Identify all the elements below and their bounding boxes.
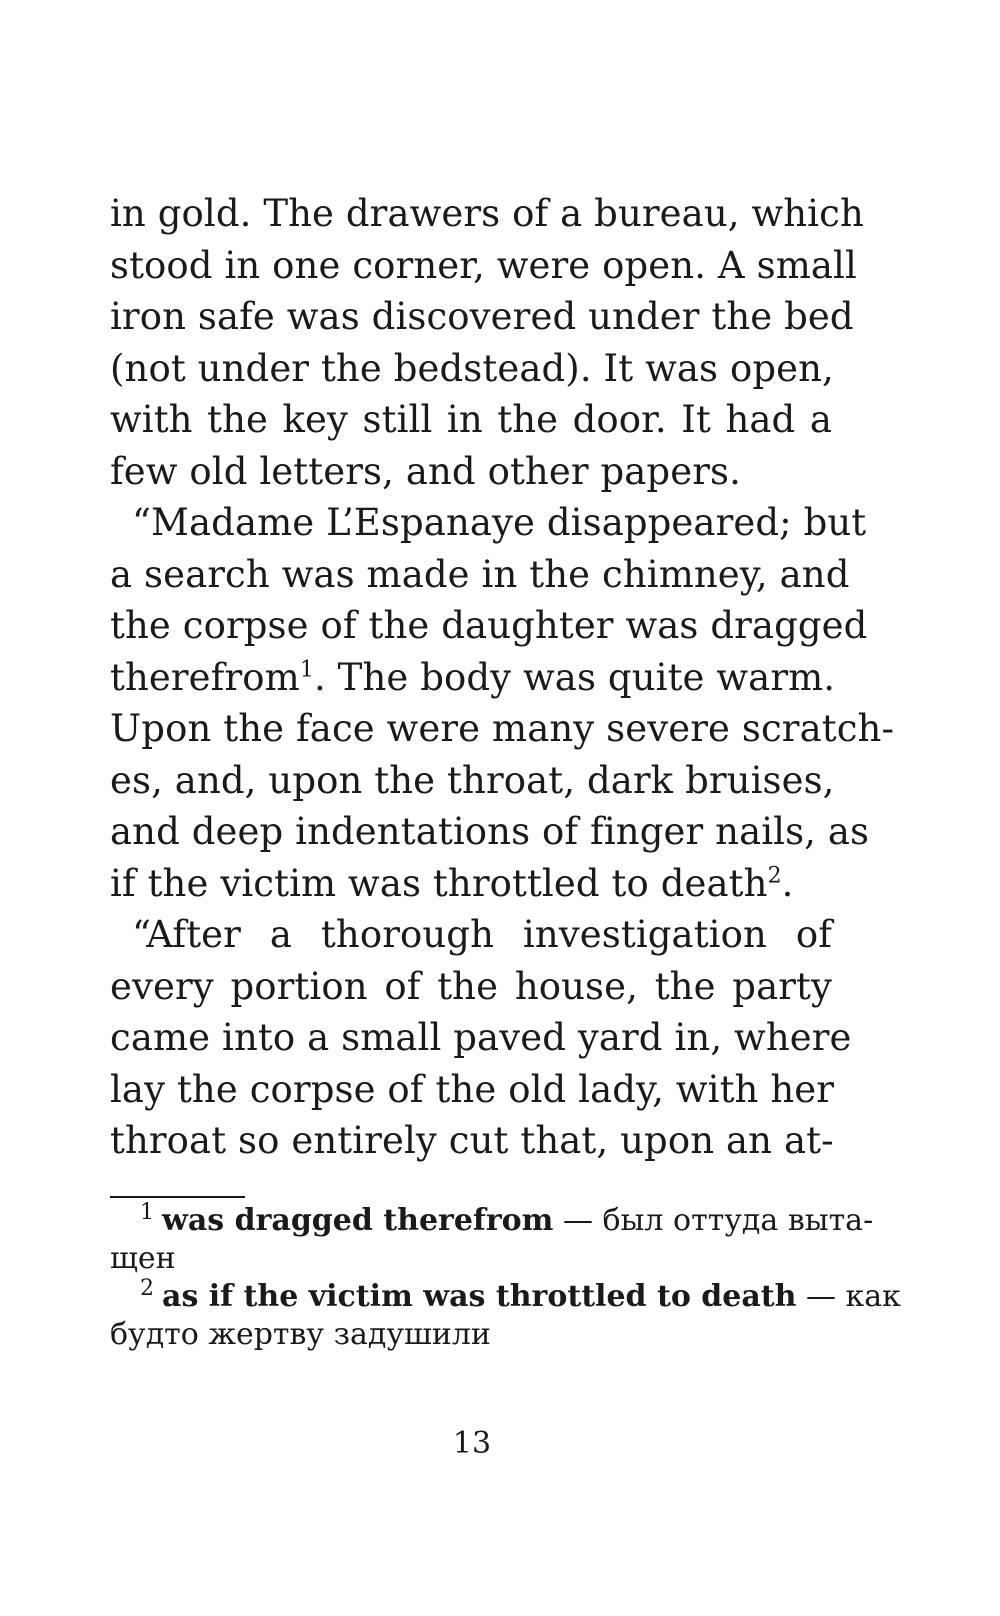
text-line: every portion of the house, the party xyxy=(110,964,832,1008)
text-line: in gold. The drawers of a bureau, which xyxy=(110,192,864,235)
text-fragment: therefrom xyxy=(110,655,300,699)
footnote-line: щен xyxy=(110,1241,176,1276)
footnote-divider xyxy=(110,1196,245,1198)
footnote-ref-2: 2 xyxy=(767,863,782,889)
text-line: lay the corpse of the old lady, with her xyxy=(110,1067,835,1111)
text-line: es, and, upon the throat, dark bruises, xyxy=(110,758,835,802)
text-line: Upon the face were many severe scratch- xyxy=(110,707,895,750)
text-line: stood in one corner, were open. A small xyxy=(110,243,857,287)
text-fragment: . xyxy=(781,861,794,905)
text-line: (not under the bedstead). It was open, xyxy=(110,346,834,390)
text-line: with the key still in the door. It had a xyxy=(110,398,832,441)
text-line: came into a small paved yard in, where xyxy=(110,1016,852,1059)
page-number: 13 xyxy=(452,1426,492,1461)
footnote-number: 1 xyxy=(140,1200,154,1225)
text-line-with-note xyxy=(110,858,832,910)
footnote-2 xyxy=(110,1276,901,1354)
footnotes xyxy=(110,1200,901,1354)
text-line: iron safe was discovered under the bed xyxy=(110,295,854,338)
text-fragment: if the victim was throttled to death xyxy=(110,861,768,905)
paragraph-1 xyxy=(110,188,864,497)
paragraph-3 xyxy=(110,909,852,1167)
text-line: and deep indentations of finger nails, as xyxy=(110,810,870,853)
text-line: a search was made in the chimney, and xyxy=(110,552,850,596)
footnote-term: as if the victim was throttled to death xyxy=(162,1279,797,1314)
text-fragment: . The body was quite warm. xyxy=(313,655,836,699)
footnote-term: was dragged therefrom xyxy=(162,1203,554,1238)
body-text xyxy=(110,188,895,1167)
text-line: “Madame L’Espanaye disappeared; but xyxy=(132,501,867,544)
footnote-dash: — xyxy=(796,1279,846,1314)
footnote-line: будто жертву задушили xyxy=(110,1317,491,1352)
footnote-number: 2 xyxy=(140,1276,154,1301)
footnote-ref-1: 1 xyxy=(299,657,314,683)
text-line: “After a thorough investigation of xyxy=(132,913,832,956)
text-line: the corpse of the daughter was dragged xyxy=(110,604,868,647)
text-line-with-note xyxy=(110,652,836,704)
footnote-line xyxy=(110,1200,874,1240)
footnote-translation: как xyxy=(845,1279,901,1314)
text-line: few old letters, and other papers. xyxy=(110,449,741,493)
text-line: throat so entirely cut that, upon an at- xyxy=(110,1119,834,1162)
footnote-1 xyxy=(110,1200,874,1278)
footnote-dash: — xyxy=(553,1203,603,1238)
footnote-line xyxy=(110,1276,901,1316)
footnote-translation: был оттуда выта- xyxy=(602,1203,874,1238)
paragraph-2 xyxy=(110,497,895,909)
